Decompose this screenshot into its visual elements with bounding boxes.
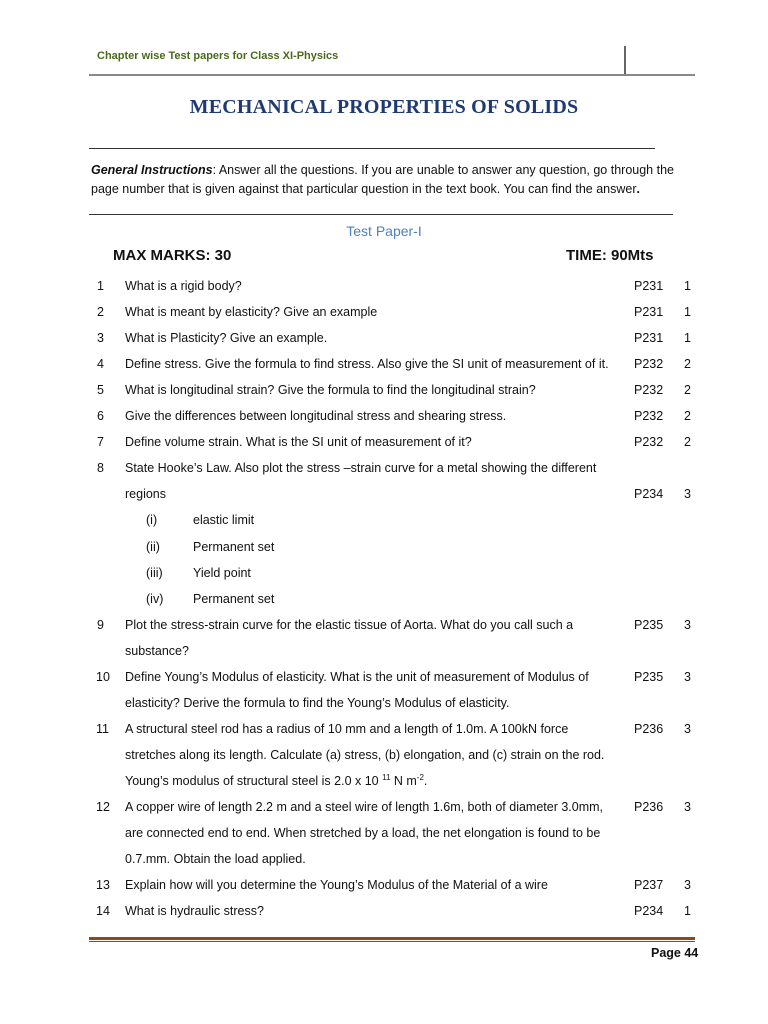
page-title: MECHANICAL PROPERTIES OF SOLIDS xyxy=(189,96,579,118)
question-number: 11 xyxy=(96,722,109,736)
question-marks: 3 xyxy=(684,722,691,736)
instructions-end: . xyxy=(636,182,640,196)
formula-text: Young’s modulus of structural steel is 2.0 x 10 xyxy=(125,774,383,788)
header-rule xyxy=(89,74,695,76)
subitem-number: (ii) xyxy=(146,540,160,554)
question-text-line: stretches along its length. Calculate (a) stress, (b) elongation, and (c) strain on the rod. xyxy=(125,748,605,762)
question-text: What is hydraulic stress? xyxy=(125,904,264,918)
general-instructions xyxy=(91,161,691,199)
sentence-end: . xyxy=(423,774,428,788)
question-number: 1 xyxy=(97,279,104,293)
subitem-text: elastic limit xyxy=(193,513,255,527)
question-text-line: are connected end to end. When stretched by a load, the net elongation is found to be xyxy=(125,826,601,840)
question-text-line: Plot the stress-strain curve for the elastic tissue of Aorta. What do you call such a xyxy=(125,618,574,632)
question-number: 10 xyxy=(96,670,110,684)
question-number: 2 xyxy=(97,305,104,319)
subitem-number: (i) xyxy=(146,513,158,527)
question-text: Explain how will you determine the Young’s Modulus of the Material of a wire xyxy=(125,878,548,892)
question-text: Give the differences between longitudinal stress and shearing stress. xyxy=(125,409,507,423)
question-page-ref: P236 xyxy=(634,722,664,736)
question-number: 9 xyxy=(97,618,104,632)
question-marks: 2 xyxy=(684,435,691,449)
question-number: 12 xyxy=(96,800,110,814)
question-marks: 3 xyxy=(684,670,691,684)
question-marks: 2 xyxy=(684,383,691,397)
question-page-ref: P234 xyxy=(634,904,664,918)
question-marks: 2 xyxy=(684,409,691,423)
subitem-number: (iii) xyxy=(146,566,163,580)
question-page-ref: P235 xyxy=(634,618,664,632)
question-text: What is longitudinal strain? Give the formula to find the longitudinal strain? xyxy=(125,383,536,397)
question-page-ref: P231 xyxy=(634,305,664,319)
question-text: Define volume strain. What is the SI unit of measurement of it? xyxy=(125,435,472,449)
test-paper-subtitle: Test Paper-I xyxy=(346,223,422,239)
question-page-ref: P232 xyxy=(634,357,664,371)
question-page-ref: P232 xyxy=(634,383,664,397)
question-number: 5 xyxy=(97,383,104,397)
question-text: What is meant by elasticity? Give an example xyxy=(125,305,378,319)
header-text: Chapter wise Test papers for Class XI-Physics xyxy=(97,50,339,62)
question-text-line: A copper wire of length 2.2 m and a steel wire of length 1.6m, both of diameter 3.0mm, xyxy=(125,800,604,814)
question-number: 3 xyxy=(97,331,104,345)
time-allowed: TIME: 90Mts xyxy=(566,247,654,264)
footer-rule-thin xyxy=(89,941,695,942)
question-page-ref: P236 xyxy=(634,800,664,814)
page-number: Page 44 xyxy=(651,946,699,960)
question-number: 7 xyxy=(97,435,104,449)
question-text-line: substance? xyxy=(125,644,189,658)
subitem-number: (iv) xyxy=(146,592,164,606)
question-number: 13 xyxy=(96,878,110,892)
question-text-line xyxy=(125,768,625,794)
max-marks: MAX MARKS: 30 xyxy=(113,247,232,264)
question-page-ref: P232 xyxy=(634,409,664,423)
subitem-text: Yield point xyxy=(193,566,251,580)
question-text-line: regions xyxy=(125,487,166,501)
question-marks: 3 xyxy=(684,878,691,892)
question-marks: 1 xyxy=(684,279,691,293)
question-text: What is a rigid body? xyxy=(125,279,242,293)
question-marks: 2 xyxy=(684,357,691,371)
question-text-line: A structural steel rod has a radius of 10 mm and a length of 1.0m. A 100kN force xyxy=(125,722,569,736)
question-text-line: State Hooke’s Law. Also plot the stress –strain curve for a metal showing the different xyxy=(125,461,597,475)
question-marks: 1 xyxy=(684,305,691,319)
question-marks: 3 xyxy=(684,618,691,632)
exponent: 11 xyxy=(382,772,391,782)
instructions-text: : Answer all the questions. If you are unable to answer any question, go through the page number that is given against that particular question in the text book. You can find the answer xyxy=(91,163,674,196)
question-text: What is Plasticity? Give an example. xyxy=(125,331,328,345)
question-page-ref: P231 xyxy=(634,279,664,293)
question-marks: 1 xyxy=(684,331,691,345)
question-page-ref: P231 xyxy=(634,331,664,345)
question-page-ref: P232 xyxy=(634,435,664,449)
question-marks: 1 xyxy=(684,904,691,918)
question-page-ref: P235 xyxy=(634,670,664,684)
question-text-line: elasticity? Derive the formula to find the Young’s Modulus of elasticity. xyxy=(125,696,510,710)
question-number: 8 xyxy=(97,461,104,475)
footer-rule xyxy=(89,937,695,940)
subitem-text: Permanent set xyxy=(193,592,275,606)
question-marks: 3 xyxy=(684,487,691,501)
question-text-line: Define Young’s Modulus of elasticity. What is the unit of measurement of Modulus of xyxy=(125,670,589,684)
title-rule xyxy=(89,148,655,149)
subitem-text: Permanent set xyxy=(193,540,275,554)
question-text: Define stress. Give the formula to find stress. Also give the SI unit of measurement of it. xyxy=(125,357,609,371)
question-page-ref: P237 xyxy=(634,878,664,892)
unit-text: N m xyxy=(390,774,417,788)
question-number: 14 xyxy=(96,904,110,918)
question-page-ref: P234 xyxy=(634,487,664,501)
question-number: 6 xyxy=(97,409,104,423)
question-marks: 3 xyxy=(684,800,691,814)
unit-exponent: -2 xyxy=(416,772,424,782)
header-divider xyxy=(624,46,626,74)
instructions-label: General Instructions xyxy=(91,163,213,177)
instructions-rule xyxy=(89,214,673,215)
question-number: 4 xyxy=(97,357,104,371)
question-text-line: 0.7.mm. Obtain the load applied. xyxy=(125,852,306,866)
